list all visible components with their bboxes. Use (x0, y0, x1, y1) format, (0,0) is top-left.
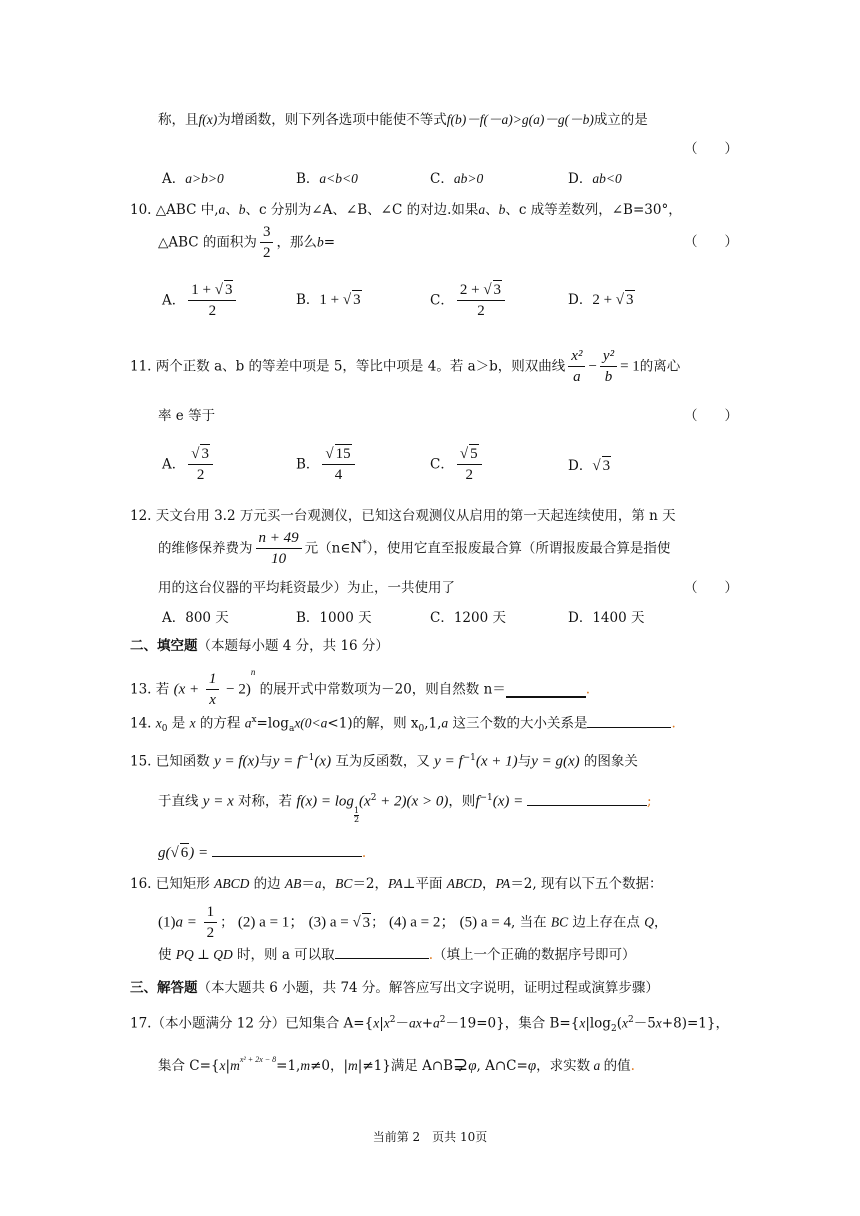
q16-line-1: 16. 已知矩形 ABCD 的边 AB＝a，BC＝2，PA⊥平面 ABCD，PA＝2, 现有以下五个数据： (130, 876, 663, 892)
q10-option-c: C． $\frac{2 + √ 3}{2}$ (430, 280, 508, 321)
q12-option-b: B．1000 天 (296, 610, 372, 626)
q10-answer-paren: （ ） (684, 234, 738, 250)
q16-line-2: (1)a = $\frac{1}{2}$ ； (2) a = 1； (3) a = √ 3； (4) a = 2； (5) a = 4, 当在 BC 边上存在点 Q， (158, 904, 668, 941)
q15-line-3: g(√ 6) = . (158, 842, 366, 863)
q14-line: 14. $x_0$ 是 x 的方程 $a^x=\log_ax(0<a<1)$的解，则 $x_0,1,a$ 这三个数的大小关系是 . (130, 710, 676, 739)
q9-answer-paren: （ ） (684, 141, 738, 157)
q9-inequality: f(b)－f(－a)>g(a)－g(－b) (446, 112, 594, 127)
q17-line-1: 17.（本小题满分 12 分）已知集合 $A=\{x|x^2-ax+a^2-19=0\}$，集合 $B=\{x|\log_2(x^2-5x+8)=1\}$， (130, 1015, 729, 1035)
q13-line: 13. 若 (x + $\frac{1}{x}$ − 2)$^n$ 的展开式中常数项为－20，则自然数 n＝ . (130, 667, 591, 708)
q11-line-2: 率 e 等于 (158, 408, 216, 424)
q12-option-a: A．800 天 (162, 610, 229, 626)
q9-option-a: A．a>b>0 (162, 171, 224, 187)
q12-line-3: 用的这台仪器的平均耗资最少）为止，一共使用了 (158, 580, 455, 596)
q9-text-3: 成立的是 (593, 112, 648, 128)
q9-option-c: C．ab>0 (430, 171, 484, 187)
q13-answer-blank[interactable] (506, 682, 586, 698)
page-footer: 当前第 2 页共 10页 (372, 1130, 488, 1144)
section-3-note: （本大题共 6 小题，共 74 分。解答应写出文字说明，证明过程或演算步骤） (197, 980, 659, 996)
section-2-note: （本题每小题 4 分，共 16 分） (197, 638, 389, 654)
section-3-heading (130, 978, 659, 998)
q10-option-d: D．2 + √ 3 (568, 292, 634, 308)
q10-line-2: △ABC 的面积为 $\frac{3}{2}$ ，那么b= (158, 224, 335, 261)
q15-line-1: 15. 已知函数 y = f(x)与$y = f^{-1}(x)$ 互为反函数，又 $y = f^{-1}(x + 1)$与y = g(x) 的图象关 (130, 753, 638, 770)
q16-answer-blank[interactable] (335, 944, 429, 959)
q9-stem (158, 110, 648, 130)
section-2-title: 二、填空题 (130, 638, 198, 654)
q15-line-2: 于直线 y = x 对称，若 f(x) = log $\frac{1}{2}$ $(x^2 + 2)(x > 0)$，则$f^{-1}(x)$ = ; (158, 788, 652, 824)
q15-g-answer-blank[interactable] (212, 842, 362, 857)
q12-answer-paren: （ ） (684, 580, 738, 596)
q16-line-3: 使 PQ ⊥ QD 时，则 a 可以取 .（填上一个正确的数据序号即可） (158, 944, 635, 965)
q11-option-b: B． $\frac{√ 15}{4}$ (296, 444, 358, 485)
q11-option-c: C． $\frac{√ 5}{2}$ (430, 444, 485, 485)
q10-area-fraction: $\frac{3}{2}$ (260, 222, 274, 263)
section-2-heading (130, 636, 389, 656)
q12-number: 12. (130, 508, 152, 524)
q9-fx: f(x) (198, 112, 218, 127)
q11-number: 11. (130, 358, 152, 375)
q15-inverse-answer-blank[interactable] (527, 791, 647, 806)
q9-option-b: B．a<b<0 (296, 171, 358, 187)
q11-option-d: D．√ 3 (568, 458, 611, 474)
q10-option-a: A． $\frac{1 + √ 3}{2}$ (162, 280, 239, 321)
q12-line-2: 的维修保养费为 $\frac{n + 49}{10}$ 元（n∈N*），使用它直至报废最合算（所谓报废最合算是指使 (158, 530, 671, 567)
q9-text-1: 称，且 (158, 112, 199, 128)
q12-option-c: C．1200 天 (430, 610, 506, 626)
section-3-title: 三、解答题 (130, 980, 198, 996)
q11-line-1: 11. 两个正数 a、b 的等差中项是 5，等比中项是 4。若 a＞b，则双曲线 $\frac{\text{x²}}{a}$ − $\frac{\text{y²}}{b}$ = 1的离心 (130, 348, 681, 385)
q17-line-2: 集合 $C=\{x|m^{x^2 + 2x - 8}=1,m\ne 0$，|m|≠1}满足 A∩B⊋φ, A∩C=φ，求实数 a 的值. (158, 1054, 635, 1074)
q11-option-a: A． $\frac{√ 3}{2}$ (162, 444, 216, 485)
q14-answer-blank[interactable] (587, 713, 671, 728)
q12-line-1: 12. 天文台用 3.2 万元买一台观测仪，已知这台观测仪从启用的第一天起连续使用，第 n 天 (130, 508, 676, 524)
q9-option-d: D．ab<0 (568, 171, 622, 187)
q10-option-b: B．1 + √ 3 (296, 292, 361, 308)
q11-answer-paren: （ ） (684, 408, 738, 424)
q9-text-2: 为增函数，则下列各选项中能使不等式 (217, 112, 447, 128)
q10-number: 10. (130, 202, 152, 218)
q10-line-1: 10. △ABC 中,a、b、c 分别为∠A、∠B、∠C 的对边.如果a、b、c 成等差数列，∠B=30°， (130, 202, 682, 218)
q12-option-d: D．1400 天 (568, 610, 645, 626)
